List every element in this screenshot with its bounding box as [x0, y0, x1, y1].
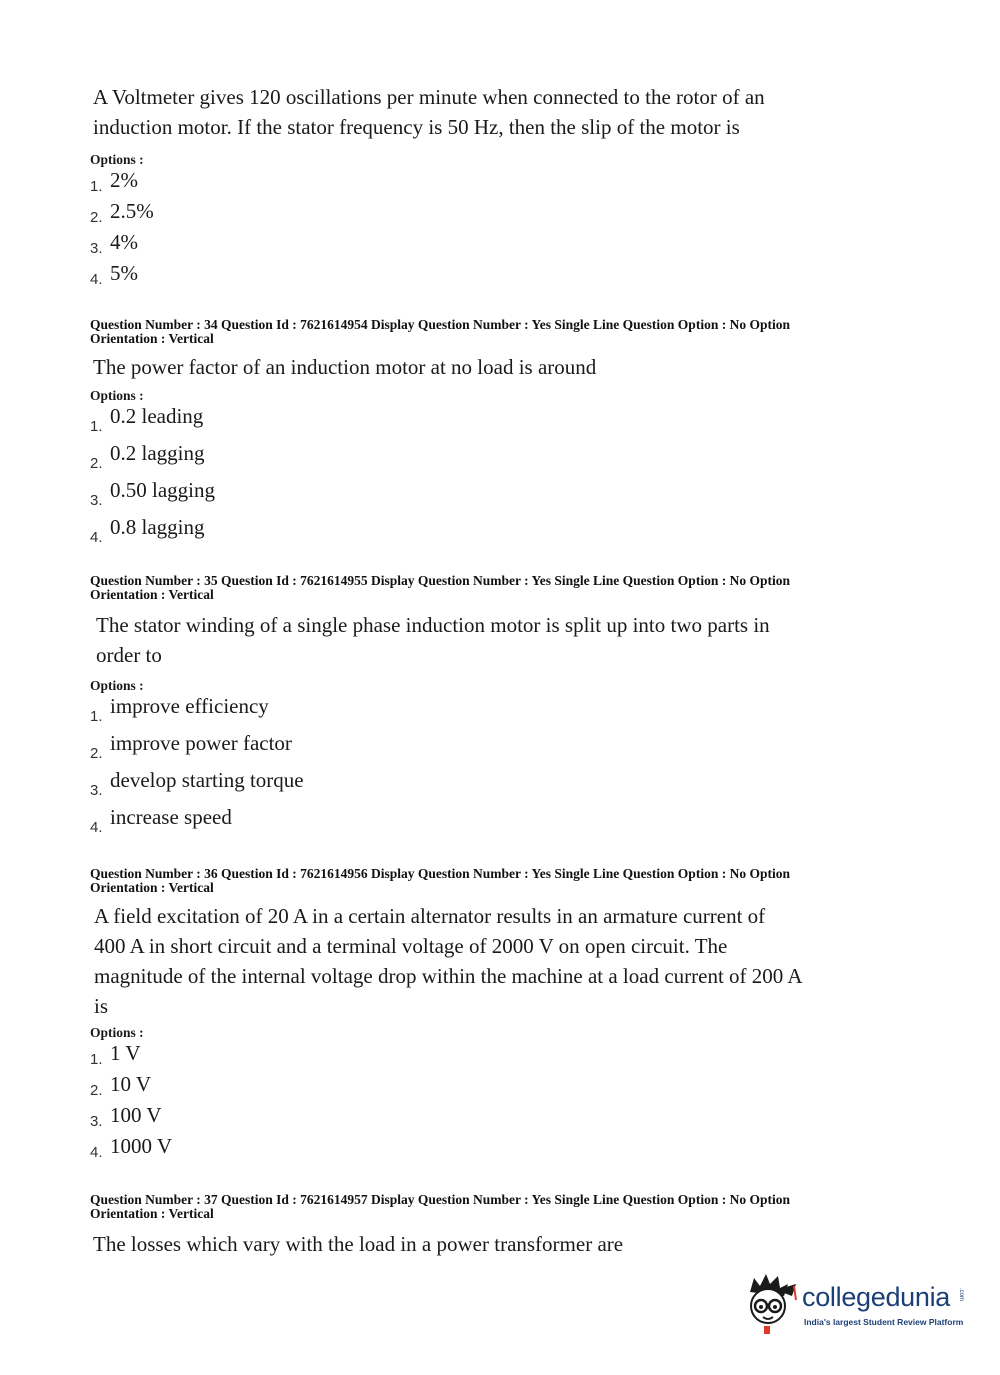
question-meta: Question Number : 35 Question Id : 7621614955 Display Question Number : Yes Single Line Question Option : No Option — [90, 573, 790, 588]
option-text: 1000 V — [110, 1134, 173, 1158]
option-item — [90, 1134, 870, 1165]
brand-domain: .com — [958, 1288, 964, 1302]
option-text: develop starting torque — [110, 768, 304, 792]
question-text: The power factor of an induction motor at no load is around — [93, 355, 597, 379]
option-text: 1 V — [110, 1041, 141, 1065]
option-text: 0.8 lagging — [110, 515, 205, 539]
option-item — [90, 1072, 870, 1103]
option-number: 4. — [90, 529, 103, 546]
question-text: 400 A in short circuit and a terminal voltage of 2000 V on open circuit. The — [94, 934, 728, 958]
option-text: 0.50 lagging — [110, 478, 215, 502]
option-item — [90, 694, 870, 731]
option-text: 5% — [110, 261, 138, 285]
option-number: 2. — [90, 209, 103, 226]
question-text: magnitude of the internal voltage drop within the machine at a load current of 200 A — [94, 964, 803, 988]
option-item — [90, 404, 870, 441]
option-item — [90, 230, 870, 261]
collegedunia-logo — [742, 1270, 972, 1340]
question-37 — [90, 1193, 870, 1259]
option-number: 4. — [90, 271, 103, 288]
option-number: 2. — [90, 1082, 103, 1099]
question-text: A field excitation of 20 A in a certain alternator results in an armature current of — [94, 904, 766, 928]
question-text: is — [94, 994, 109, 1018]
question-meta: Question Number : 34 Question Id : 7621614954 Display Question Number : Yes Single Line Question Option : No Option — [90, 317, 790, 332]
student-mascot-icon — [742, 1270, 800, 1336]
question-meta: Orientation : Vertical — [90, 587, 214, 602]
question-text: induction motor. If the stator frequency is 50 Hz, then the slip of the motor is — [93, 115, 740, 139]
option-text: 4% — [110, 230, 138, 254]
option-item — [90, 261, 870, 292]
option-number: 2. — [90, 745, 103, 762]
question-text: The losses which vary with the load in a power transformer are — [93, 1232, 624, 1256]
question-meta: Orientation : Vertical — [90, 331, 214, 346]
question-34 — [90, 318, 870, 552]
option-item — [90, 1103, 870, 1134]
question-meta: Orientation : Vertical — [90, 880, 214, 895]
option-text: 0.2 leading — [110, 404, 204, 428]
brand-name: collegedunia — [802, 1282, 951, 1312]
option-text: improve power factor — [110, 731, 292, 755]
option-item — [90, 199, 870, 230]
option-item — [90, 441, 870, 478]
option-number: 1. — [90, 1051, 103, 1068]
question-text: A Voltmeter gives 120 oscillations per minute when connected to the rotor of an — [93, 85, 765, 109]
option-text: 0.2 lagging — [110, 441, 205, 465]
option-number: 3. — [90, 240, 103, 257]
question-meta: Orientation : Vertical — [90, 1206, 214, 1221]
option-number: 3. — [90, 492, 103, 509]
question-text: The stator winding of a single phase induction motor is split up into two parts in — [96, 613, 770, 637]
question-33 — [90, 82, 870, 292]
option-number: 1. — [90, 418, 103, 435]
option-item — [90, 168, 870, 199]
option-item — [90, 478, 870, 515]
option-text: increase speed — [110, 805, 232, 829]
question-meta: Question Number : 36 Question Id : 7621614956 Display Question Number : Yes Single Line Question Option : No Option — [90, 866, 790, 881]
option-text: improve efficiency — [110, 694, 269, 718]
option-number: 3. — [90, 782, 103, 799]
options-label: Options : — [90, 678, 144, 693]
option-item — [90, 1041, 870, 1072]
option-item — [90, 805, 870, 842]
question-36 — [90, 867, 870, 1165]
brand-tagline: India's largest Student Review Platform — [804, 1317, 964, 1327]
option-text: 2% — [110, 168, 138, 192]
option-item — [90, 515, 870, 552]
option-item — [90, 731, 870, 768]
option-item — [90, 768, 870, 805]
options-label: Options : — [90, 388, 144, 403]
question-text: order to — [96, 643, 162, 667]
option-number: 1. — [90, 708, 103, 725]
question-35 — [90, 574, 870, 842]
option-number: 3. — [90, 1113, 103, 1130]
options-label: Options : — [90, 152, 144, 167]
option-text: 2.5% — [110, 199, 154, 223]
options-label: Options : — [90, 1025, 144, 1040]
option-number: 1. — [90, 178, 103, 195]
option-number: 4. — [90, 819, 103, 836]
option-text: 10 V — [110, 1072, 152, 1096]
option-text: 100 V — [110, 1103, 162, 1127]
option-number: 2. — [90, 455, 103, 472]
question-meta: Question Number : 37 Question Id : 7621614957 Display Question Number : Yes Single Line Question Option : No Option — [90, 1192, 790, 1207]
option-number: 4. — [90, 1144, 103, 1161]
